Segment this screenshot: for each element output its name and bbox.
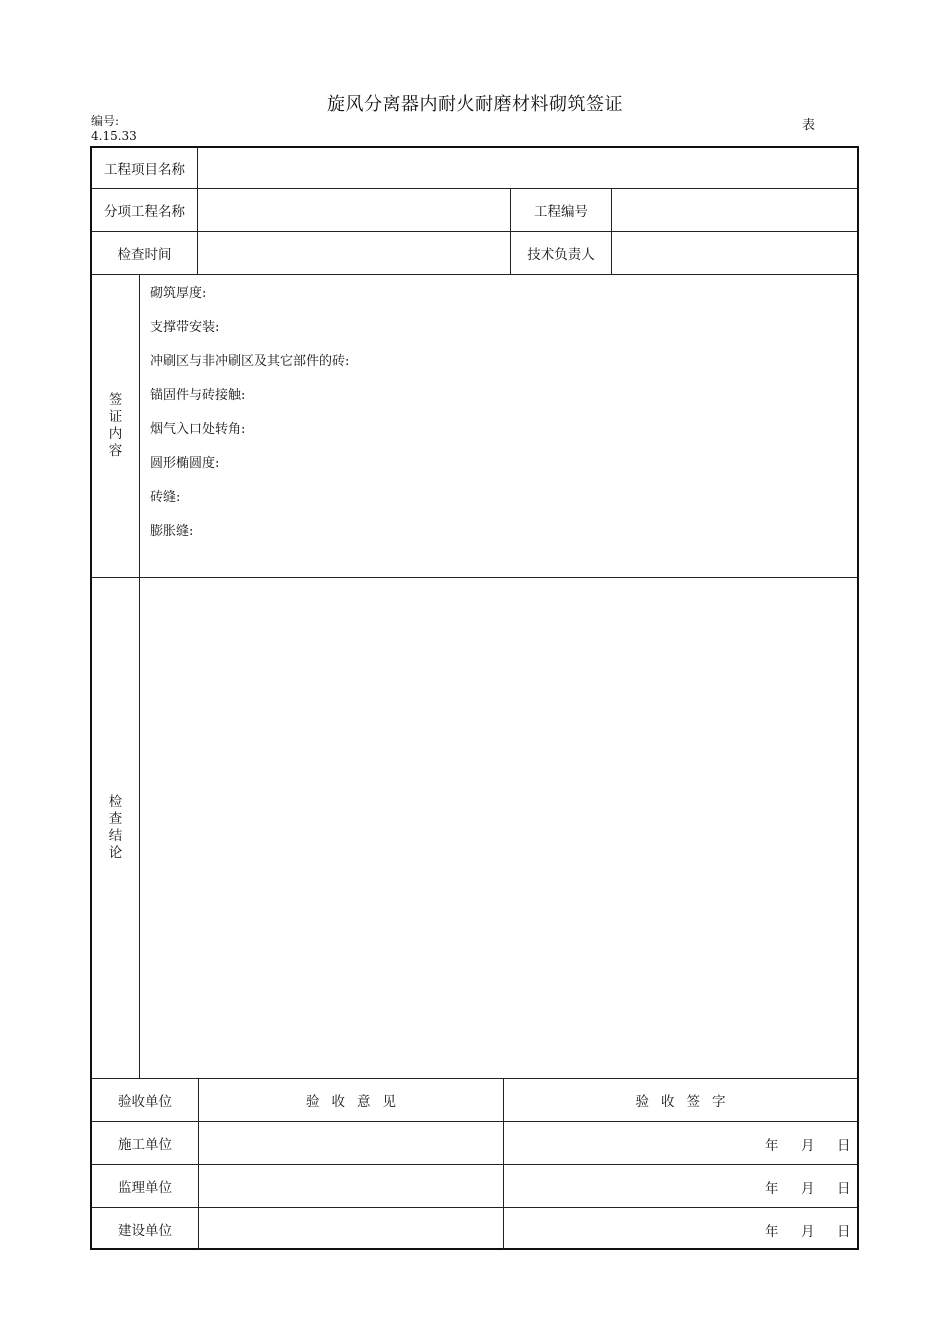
content-item-brick-joint: 砖缝:: [150, 490, 181, 505]
project-name-field[interactable]: [198, 148, 857, 188]
construction-month-label: 月: [801, 1138, 815, 1154]
conclusion-section-label: 检 查 结 论: [108, 794, 123, 861]
content-item-ovality: 圆形椭圆度:: [150, 456, 220, 471]
supervision-year-label: 年: [765, 1181, 779, 1197]
number-label: 编号:: [91, 114, 120, 128]
inspection-time-label: 检查时间: [117, 247, 172, 263]
owner-opinion-field[interactable]: [199, 1208, 503, 1250]
construction-year-label: 年: [765, 1138, 779, 1154]
sub-project-field[interactable]: [198, 189, 510, 231]
document-title: 旋风分离器内耐火耐磨材料砌筑签证: [327, 94, 623, 115]
supervision-opinion-field[interactable]: [199, 1165, 503, 1207]
content-item-support-band: 支撑带安装:: [150, 320, 220, 335]
table-label: 表: [802, 118, 816, 133]
project-name-label: 工程项目名称: [104, 162, 185, 178]
construction-day-label: 日: [837, 1138, 851, 1154]
form-code: 4.15.33: [91, 129, 137, 143]
content-items: [150, 284, 349, 556]
owner-month-label: 月: [801, 1224, 815, 1240]
acceptance-unit-header: 验收单位: [118, 1094, 172, 1110]
construction-unit-label: 施工单位: [118, 1137, 172, 1153]
supervision-month-label: 月: [801, 1181, 815, 1197]
project-no-field[interactable]: [612, 189, 857, 231]
construction-opinion-field[interactable]: [199, 1122, 503, 1164]
content-item-erosion-zone-bricks: 冲刷区与非冲刷区及其它部件的砖:: [150, 354, 350, 369]
content-section-label: 签 证 内 容: [108, 392, 123, 459]
tech-lead-field[interactable]: [612, 232, 857, 274]
project-no-label: 工程编号: [534, 204, 588, 220]
signoff-form: [90, 146, 859, 1250]
supervision-unit-label: 监理单位: [118, 1180, 172, 1196]
supervision-day-label: 日: [837, 1181, 851, 1197]
acceptance-signature-header: 验收签字: [635, 1094, 738, 1110]
sub-project-label: 分项工程名称: [104, 204, 185, 220]
tech-lead-label: 技术负责人: [527, 247, 595, 263]
content-item-anchor-contact: 锚固件与砖接触:: [150, 388, 246, 403]
inspection-time-field[interactable]: [198, 232, 510, 274]
content-item-thickness: 砌筑厚度:: [150, 286, 207, 301]
content-item-expansion-joint: 膨胀缝:: [150, 524, 194, 539]
acceptance-opinion-header: 验收意见: [306, 1094, 408, 1110]
owner-unit-label: 建设单位: [118, 1223, 172, 1239]
content-item-inlet-corner: 烟气入口处转角:: [150, 422, 246, 437]
owner-day-label: 日: [837, 1224, 851, 1240]
owner-year-label: 年: [765, 1224, 779, 1240]
document-number: [91, 114, 137, 144]
conclusion-field[interactable]: [140, 578, 857, 1078]
